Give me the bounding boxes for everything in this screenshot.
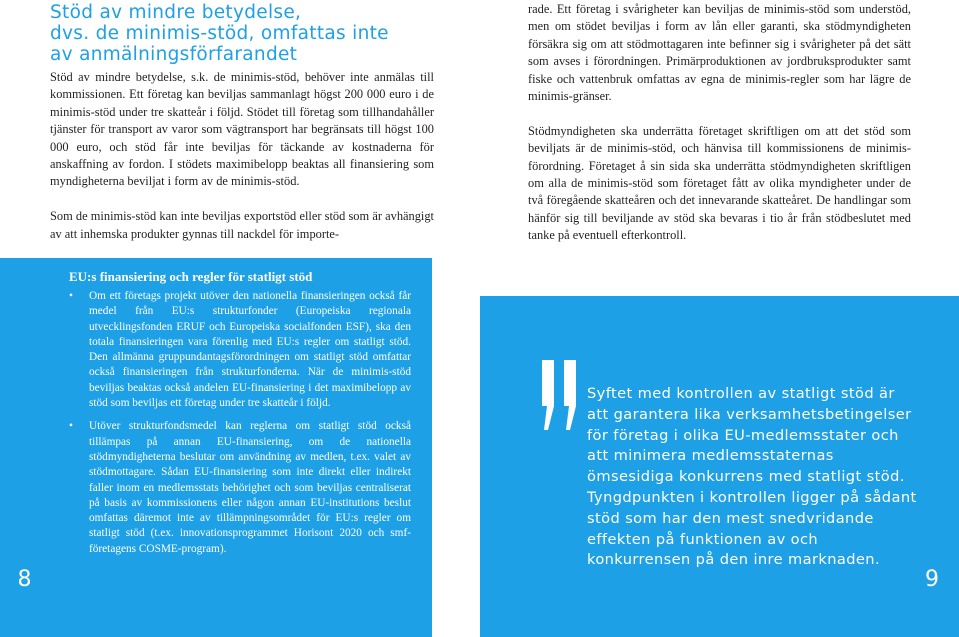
list-item: [69, 419, 411, 557]
heading-line: Stöd av mindre betydelse,: [50, 2, 302, 23]
heading-line: dvs. de minimis-stöd, omfattas inte: [50, 23, 389, 44]
paragraph: Som de minimis-stöd kan inte beviljas exportstöd eller stöd som är avhängigt av att inhemska produkter gynnas till nackdel för importe-: [50, 209, 434, 241]
page-number-left: 8: [17, 567, 32, 592]
list-item-text: Utöver strukturfondsmedel kan reglerna om statligt stöd också tillämpas på annan EU-finansiering, om de nationella stödmyndigheterna beslutar om användning av medlen, t.ex. valet av stödmottagare. Sådan EU-finansiering som inte direkt eller indirekt faller inom en medlemsstats behörighet och som beviljas centraliserat på basis av kommissionens eller någon annan EU-institutions beslut omfattas däremot inte av tillämpningsområdet för EU:s regler om statligt stöd (t.ex. innovationsprogrammet Horisont 2020 och smf-företagens COSME-program).: [89, 420, 411, 555]
section-heading: [50, 2, 450, 65]
bullet-icon: •: [69, 290, 73, 302]
list-item: [69, 289, 411, 411]
bullet-icon: •: [69, 420, 73, 433]
page-number-right: 9: [925, 567, 939, 592]
paragraph: rade. Ett företag i svårigheter kan beviljas de minimis-stöd som understöd, men om stödet beviljas i form av lån eller garanti, ska stödmyndigheten försäkra sig om att stödmottagaren inte befinner sig i svårigheter på det sätt som avses i förordningen. Primärproduktionen av jordbruksprodukter samt fiske och vattenbruk omfattas av egna de minimis-regler som har lägre de minimis-gränser.: [528, 2, 911, 104]
left-column: [50, 69, 434, 243]
quote-mark-icon: [540, 360, 580, 430]
info-box-list: [69, 289, 411, 565]
pull-quote-text: Syftet med kontrollen av statligt stöd är att garantera lika verksamhetsbetingelser för företag i olika EU-medlemsstater och att minimera medlemsstaternas ömsesidiga konkurrens med statligt stöd. Tyngdpunkten i kontrollen ligger på sådant stöd som har den mest snedvridande effekten på funktionen av och konkurrensen på den inre marknaden.: [587, 385, 917, 569]
info-box-title: EU:s finansiering och regler för statligt stöd: [69, 269, 313, 284]
right-column: [528, 1, 911, 245]
info-box: [49, 258, 432, 637]
pull-quote-panel: [480, 296, 959, 637]
list-item-text: Om ett företags projekt utöver den nationella finansieringen också får medel från EU:s strukturfonder (Europeiska regionala utvecklingsfonden ERUF och Europeiska socialfonden ESF), ska den totala finansieringen vara förenlig med EU:s regler om statligt stöd. Den allmänna gruppundantagsförordningen om statligt stöd omfattar också finansieringen från strukturfonderna. När de minimis-stöd beviljas beaktas också andelen EU-finansiering i det maximibelopp av stöd som beviljas ett företag under tre skatteår i följd.: [89, 290, 411, 410]
heading-line: av anmälningsförfarandet: [50, 44, 298, 65]
paragraph: Stöd av mindre betydelse, s.k. de minimis-stöd, behöver inte anmälas till kommissionen. Ett företag kan beviljas sammanlagt högst 200 000 euro i de minimis-stöd under tre skatteår i följd. Stödet till företag som tillhandahåller tjänster för transport av varor som vägtransport har begränsats till högst 100 000 euro, och stöd får inte beviljas för täckande av kostnaderna för anskaffning av fordon. I stödets maximibelopp beaktas all finansiering som myndigheterna beviljat i form av de minimis-stöd.: [50, 70, 434, 189]
paragraph: Stödmyndigheten ska underrätta företaget skriftligen om att det stöd som beviljats är de minimis-stöd, och hänvisa till kommissionens de minimis-förordning. Företaget å sin sida ska underrätta stödmyndigheten skriftligen om alla de minimis-stöd som företaget fått av olika myndigheter under de två föregående skatteåren och det innevarande skatteåret. De handlingar som hänför sig till beviljande av stöd ska bevaras i tio år från stödbeslutet med tanke på eventuell efterkontroll.: [528, 123, 911, 243]
